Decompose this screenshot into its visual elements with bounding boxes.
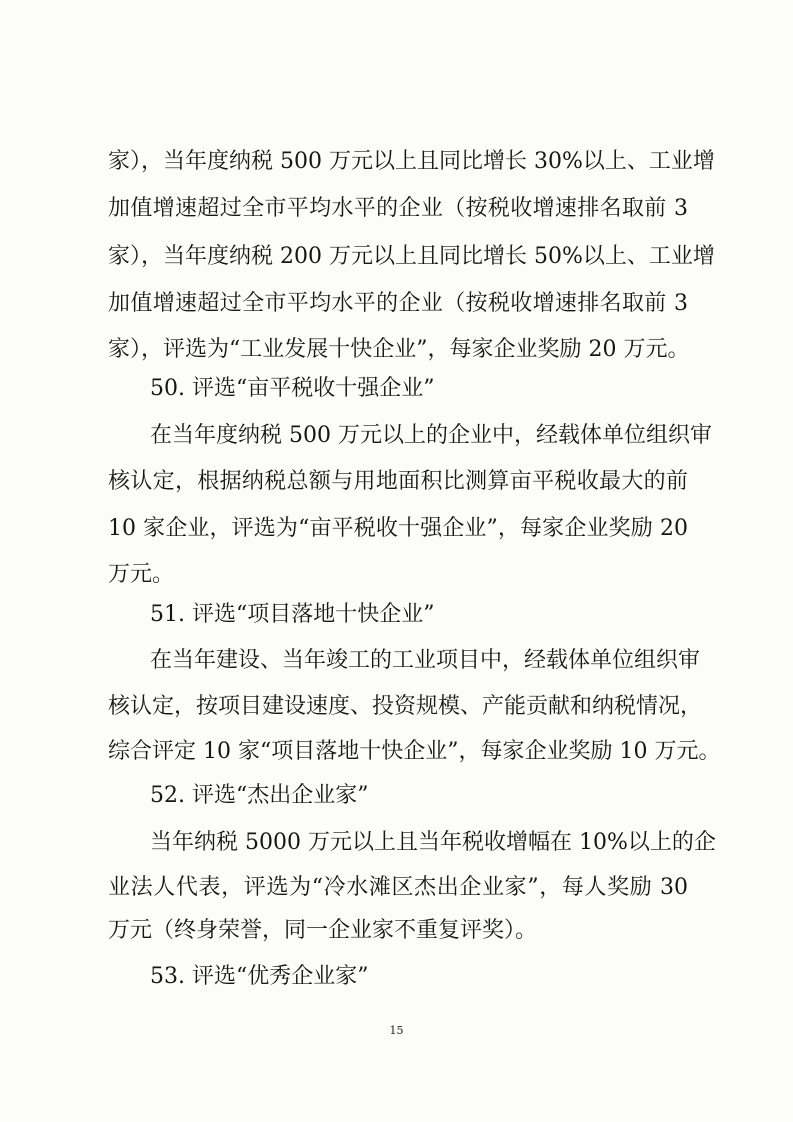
body-text-line: 万元（终身荣誉，同一企业家不重复评奖）。 <box>108 918 538 943</box>
section-heading-51: 51. 评选“项目落地十快企业” <box>150 602 435 627</box>
section-heading-52: 52. 评选“杰出企业家” <box>150 783 369 808</box>
body-text-line: 核认定，按项目建设速度、投资规模、产能贡献和纳税情况， <box>108 694 703 719</box>
body-text-line: 当年纳税 5000 万元以上且当年税收增幅在 10%以上的企 <box>150 830 716 855</box>
body-text-line: 在当年度纳税 500 万元以上的企业中，经载体单位组织审 <box>150 423 712 448</box>
body-text-line: 万元。 <box>108 562 175 587</box>
body-text-line: 加值增速超过全市平均水平的企业（按税收增速排名取前 3 <box>108 291 688 316</box>
body-text-line: 家），当年度纳税 500 万元以上且同比增长 30%以上、工业增 <box>108 149 715 174</box>
page-number: 15 <box>389 1024 404 1037</box>
body-text-line: 核认定，根据纳税总额与用地面积比测算亩平税收最大的前 <box>108 469 688 494</box>
body-text-line: 加值增速超过全市平均水平的企业（按税收增速排名取前 3 <box>108 196 688 221</box>
body-text-line: 10 家企业，评选为“亩平税收十强企业”，每家企业奖励 20 <box>108 516 688 541</box>
section-heading-50: 50. 评选“亩平税收十强企业” <box>150 376 435 401</box>
body-text-line: 综合评定 10 家“项目落地十快企业”，每家企业奖励 10 万元。 <box>108 739 721 764</box>
body-text-line: 家），当年度纳税 200 万元以上且同比增长 50%以上、工业增 <box>108 244 715 269</box>
section-heading-53: 53. 评选“优秀企业家” <box>150 964 369 989</box>
body-text-line: 业法人代表，评选为“冷水滩区杰出企业家”，每人奖励 30 <box>108 875 688 900</box>
body-text-line: 家），评选为“工业发展十快企业”，每家企业奖励 20 万元。 <box>108 337 690 362</box>
body-text-line: 在当年建设、当年竣工的工业项目中，经载体单位组织审 <box>150 648 701 673</box>
